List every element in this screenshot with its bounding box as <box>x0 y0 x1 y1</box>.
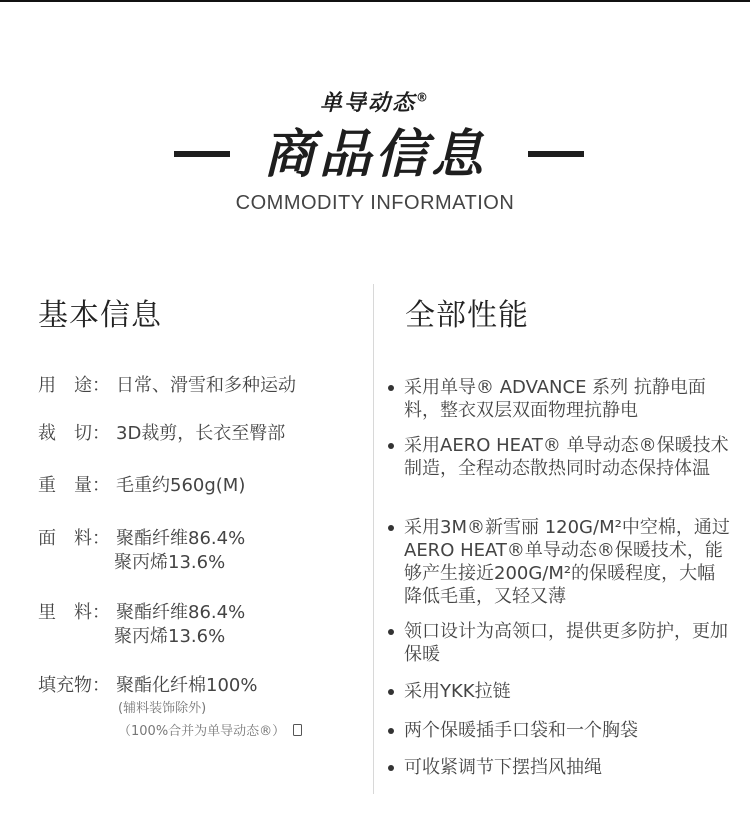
bullet-icon <box>388 728 394 734</box>
page-subtitle: COMMODITY INFORMATION <box>235 192 515 214</box>
fabric-value-2: 聚丙烯13.6% <box>114 552 226 573</box>
brand-name: 单导动态® <box>319 90 430 116</box>
filling-note-2: （100%合并为单导动态®） <box>118 720 302 739</box>
feature-item: 可收紧调节下摆挡风抽绳 <box>388 756 733 779</box>
page-title: 商品信息 <box>262 125 487 185</box>
bullet-icon <box>388 629 394 635</box>
filling-note-1: (辅料装饰除外) <box>118 701 207 716</box>
column-divider <box>373 284 374 794</box>
basic-info-heading: 基本信息 <box>38 298 162 333</box>
title-row <box>0 122 750 192</box>
bullet-icon <box>388 443 394 449</box>
info-row-weight: 重 量： 毛重约560g(M) <box>38 475 246 496</box>
bullet-icon <box>388 525 394 531</box>
performance-heading: 全部性能 <box>405 298 529 333</box>
top-border <box>0 0 750 2</box>
bullet-icon <box>388 765 394 771</box>
title-dash-right <box>528 151 584 157</box>
bullet-icon <box>388 385 394 391</box>
bullet-icon <box>388 689 394 695</box>
info-row-filling: 填充物： 聚酯化纤棉100% <box>38 675 258 696</box>
feature-item: 领口设计为高领口，提供更多防护，更加保暖 <box>388 620 733 666</box>
phone-icon <box>293 724 302 736</box>
feature-item: 采用YKK拉链 <box>388 680 733 703</box>
lining-value-2: 聚丙烯13.6% <box>114 626 226 647</box>
feature-item: 两个保暖插手口袋和一个胸袋 <box>388 719 733 742</box>
feature-item: 采用AERO HEAT® 单导动态®保暖技术制造，全程动态散热同时动态保持体温 <box>388 434 733 480</box>
feature-item: 采用3M®新雪丽 120G/M²中空棉，通过AERO HEAT®单导动态®保暖技术，能够产生接近200G/M²的保暖程度，大幅降低毛重，又轻又薄 <box>388 516 733 608</box>
feature-item: 采用单导® ADVANCE 系列 抗静电面料，整衣双层双面物理抗静电 <box>388 376 733 422</box>
info-row-fabric: 面 料： 聚酯纤维86.4% 聚丙烯13.6% <box>38 528 246 573</box>
registered-mark: ® <box>416 90 430 105</box>
info-row-cut: 裁 切： 3D裁剪，长衣至臀部 <box>38 423 286 444</box>
info-row-usage: 用 途： 日常、滑雪和多种运动 <box>38 375 296 396</box>
info-row-lining: 里 料： 聚酯纤维86.4% 聚丙烯13.6% <box>38 602 246 647</box>
